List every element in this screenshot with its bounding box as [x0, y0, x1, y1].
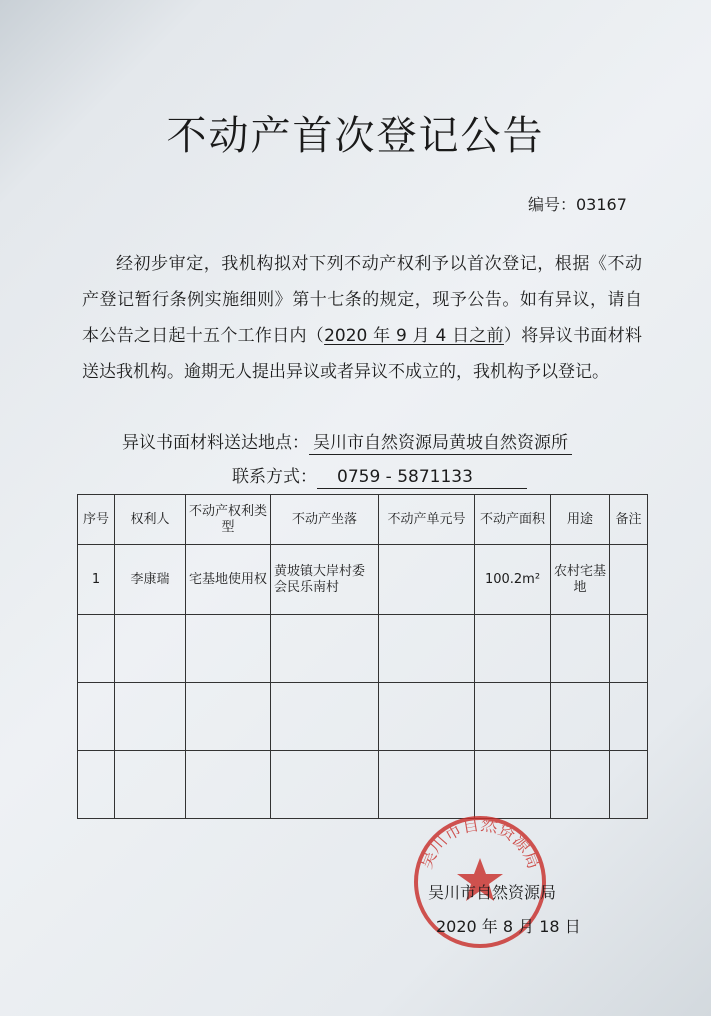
- body-text-part1: 经初步审定，我机构拟对下列不动产权利予以首次登记，根据《不动产登记暂行条例实施细则》第十七条的规定，现予公告。如有异议，请自本公告之日起十五个工作日内（: [82, 254, 642, 346]
- table-cell: [475, 615, 551, 683]
- header-cell: 不动产坐落: [271, 495, 379, 545]
- table-cell: [610, 751, 648, 819]
- table-cell: [186, 615, 271, 683]
- table-cell: [551, 751, 610, 819]
- table-row: [78, 545, 648, 615]
- table-cell: [475, 751, 551, 819]
- table-header-row: [78, 495, 648, 545]
- contact-value: 0759 - 5871133: [317, 467, 527, 489]
- table-cell: [271, 751, 379, 819]
- table-cell: [186, 751, 271, 819]
- serial-number: 编号：03167: [528, 195, 627, 214]
- header-cell: 不动产单元号: [379, 495, 475, 545]
- deadline-date: 2020 年 9 月 4 日之前: [324, 326, 504, 346]
- table-cell: 宅基地使用权: [186, 545, 271, 615]
- address-line: [122, 428, 572, 455]
- table-cell: 1: [78, 545, 115, 615]
- notice-body: [82, 246, 642, 390]
- contact-label: 联系方式：: [232, 467, 317, 487]
- body-text-part2: ）将异议书面材料送达我机构。逾期无人提出异议或者异议不成立的，我机构予以登记。: [82, 326, 643, 382]
- header-cell: 序号: [78, 495, 115, 545]
- table-cell: [78, 683, 115, 751]
- header-cell: 不动产权利类型: [186, 495, 271, 545]
- table-cell: [379, 615, 475, 683]
- header-cell: 用途: [551, 495, 610, 545]
- table-row: [78, 751, 648, 819]
- header-cell: 不动产面积: [475, 495, 551, 545]
- table-cell: [115, 683, 186, 751]
- table-cell: 李康瑞: [115, 545, 186, 615]
- seal-arc-text: 吴川市自然资源局: [416, 814, 544, 872]
- contact-line: [232, 462, 527, 489]
- table-cell: [610, 683, 648, 751]
- table-cell: [186, 683, 271, 751]
- table-cell: 农村宅基地: [551, 545, 610, 615]
- table-cell: 黄坡镇大岸村委会民乐南村: [271, 545, 379, 615]
- table-cell: [115, 751, 186, 819]
- table-row: [78, 615, 648, 683]
- table-cell: [78, 751, 115, 819]
- header-cell: 权利人: [115, 495, 186, 545]
- table-cell: [115, 615, 186, 683]
- table-cell: [379, 683, 475, 751]
- table-cell: [78, 615, 115, 683]
- notice-title: 不动产首次登记公告: [166, 113, 545, 159]
- registration-table: [77, 494, 648, 819]
- table-cell: [379, 545, 475, 615]
- table-cell: 100.2m²: [475, 545, 551, 615]
- table-cell: [610, 615, 648, 683]
- table-row: [78, 683, 648, 751]
- address-value: 吴川市自然资源局黄坡自然资源所: [309, 428, 572, 455]
- header-cell: 备注: [610, 495, 648, 545]
- issuer-name: 吴川市自然资源局: [428, 883, 557, 902]
- table-cell: [610, 545, 648, 615]
- table-cell: [551, 683, 610, 751]
- address-label: 异议书面材料送达地点：: [122, 433, 309, 453]
- issue-date: 2020 年 8 月 18 日: [436, 917, 581, 936]
- table-cell: [551, 615, 610, 683]
- table-cell: [475, 683, 551, 751]
- table-cell: [379, 751, 475, 819]
- table-cell: [271, 683, 379, 751]
- table-cell: [271, 615, 379, 683]
